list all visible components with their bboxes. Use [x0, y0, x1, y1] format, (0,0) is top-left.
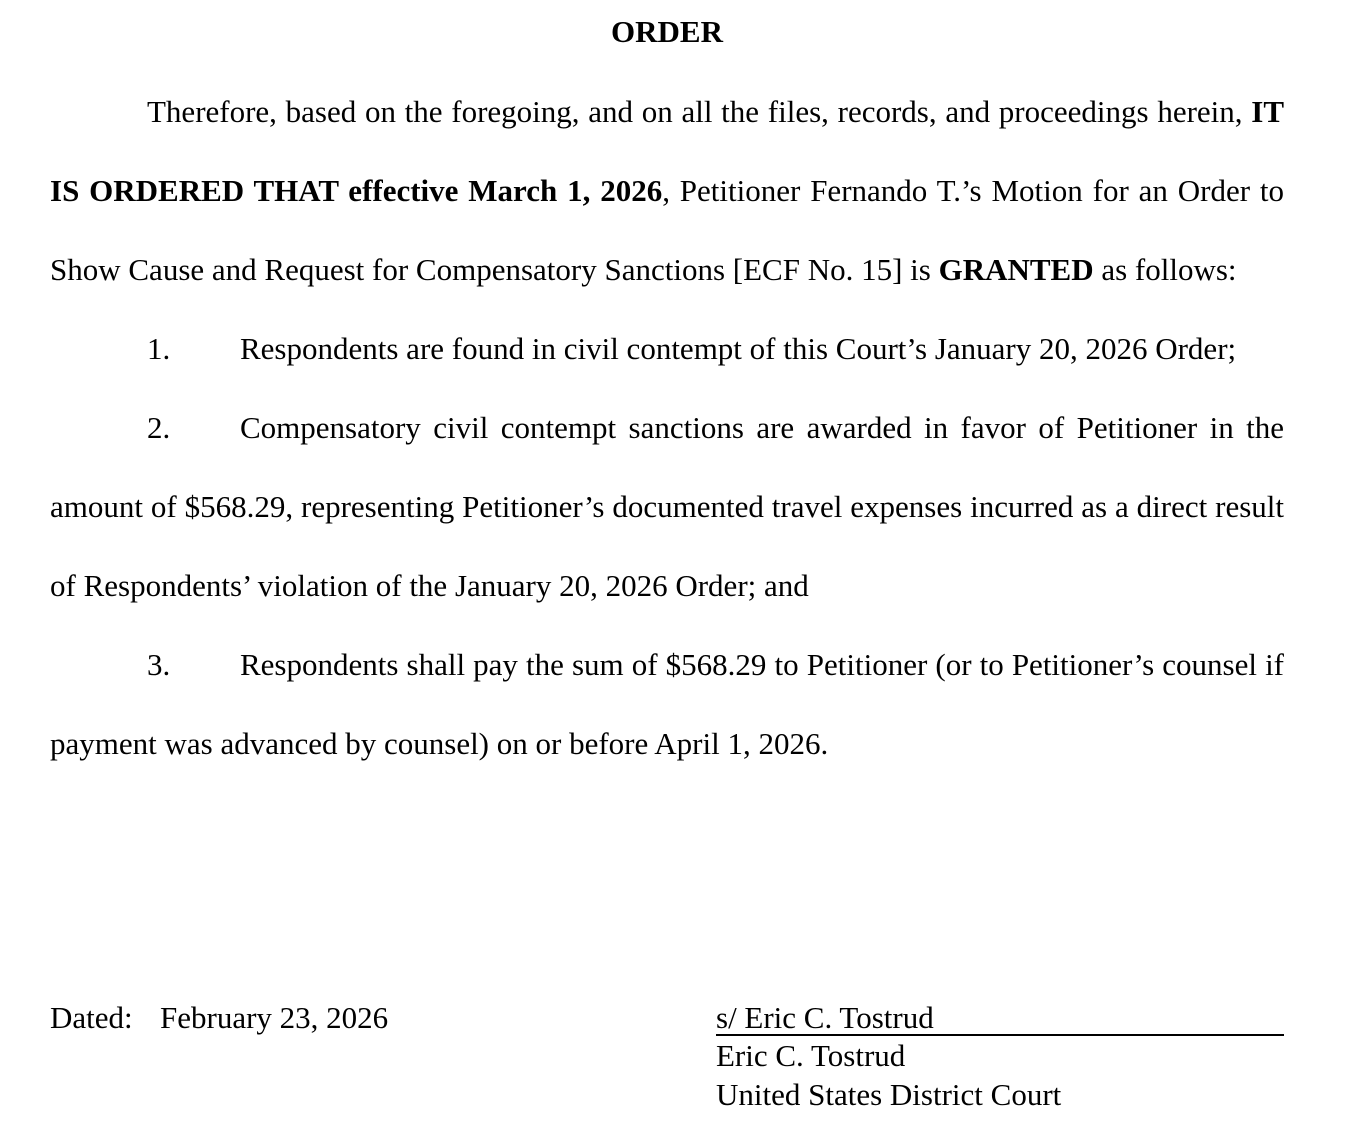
item-number: 2.	[147, 410, 171, 445]
document-page	[50, 0, 1284, 1138]
item-number: 3.	[147, 647, 171, 682]
order-item-2	[50, 388, 1284, 625]
item-text: Respondents are found in civil contempt of this Court’s January 20, 2026 Order;	[240, 331, 1237, 366]
intro-text-1: Therefore, based on the foregoing, and on all the files, records, and proceedings herein,	[147, 94, 1252, 129]
court-name: United States District Court	[716, 1077, 1062, 1112]
judge-name: Eric C. Tostrud	[716, 1038, 906, 1073]
order-item-3	[50, 625, 1284, 783]
intro-bold-granted: GRANTED	[938, 252, 1094, 287]
page-title: ORDER	[611, 14, 723, 49]
intro-paragraph	[50, 72, 1284, 309]
item-number: 1.	[147, 331, 171, 366]
intro-text-2: , Petitioner Fernando T.’s Motion for an Order to Show Cause and Request for Compensatory Sanctions [ECF No. 15] is	[50, 173, 1284, 287]
order-item-1	[50, 309, 1284, 388]
electronic-signature: s/ Eric C. Tostrud	[716, 1000, 934, 1035]
signature-line	[716, 998, 1284, 1036]
signature-block	[716, 998, 1284, 1114]
item-text: Compensatory civil contempt sanctions are awarded in favor of Petitioner in the amount of $568.29, representing Petitioner’s documented travel expenses incurred as a direct result of Respondents’ violation of the January 20, 2026 Order; and	[50, 410, 1284, 603]
order-body	[50, 72, 1284, 783]
item-text: Respondents shall pay the sum of $568.29 to Petitioner (or to Petitioner’s counsel if payment was advanced by counsel) on or before April 1, 2026.	[50, 647, 1284, 761]
dated-value: February 23, 2026	[160, 1000, 389, 1035]
dated-line	[50, 998, 388, 1038]
intro-text-3: as follows:	[1093, 252, 1237, 287]
dated-label: Dated:	[50, 1000, 133, 1035]
intro-bold-ordered: IT IS ORDERED THAT effective March 1, 2026	[50, 94, 1284, 208]
